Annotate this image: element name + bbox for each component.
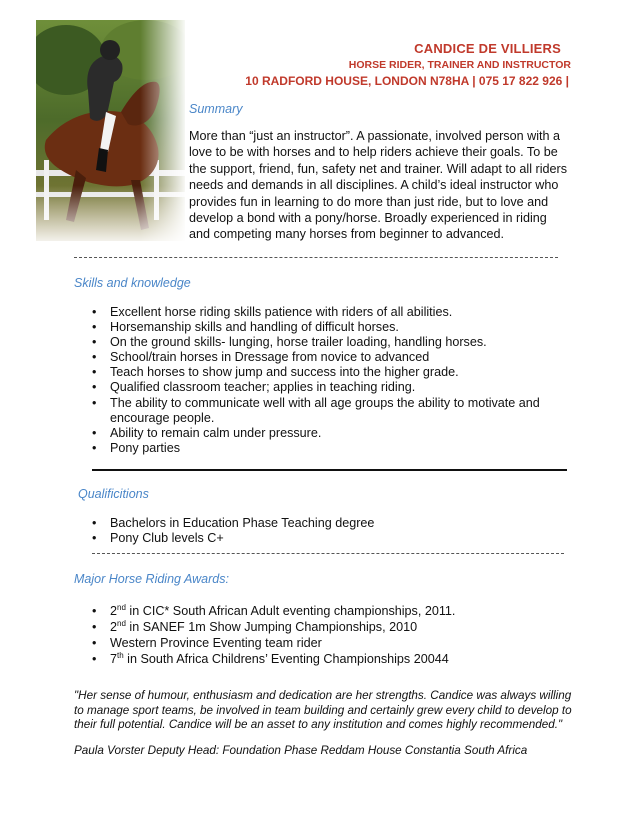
contact-line: 10 RADFORD HOUSE, LONDON N78HA | 075 17 822 926 | (245, 74, 569, 88)
bullet-icon: • (92, 335, 97, 350)
qualification-item (76, 516, 566, 531)
skill-item-text: School/train horses in Dressage from novice to advanced (110, 350, 430, 365)
divider (74, 257, 558, 258)
qualification-item-text: Bachelors in Education Phase Teaching degree (110, 516, 375, 530)
summary-heading: Summary (189, 102, 243, 116)
bullet-icon: • (92, 305, 97, 319)
award-item (76, 603, 566, 619)
awards-heading: Major Horse Riding Awards: (74, 572, 229, 586)
award-text: in CIC* South African Adult eventing championships, 2011. (125, 604, 456, 618)
bullet-icon: • (92, 604, 97, 618)
skill-item (76, 426, 566, 441)
award-rank: 2 (110, 620, 118, 634)
skill-item (76, 396, 566, 426)
bullet-icon: • (92, 440, 97, 455)
bullet-icon: • (92, 652, 97, 666)
award-item (76, 619, 566, 635)
testimonial-quote: "Her sense of humour, enthusiasm and dedication are her strengths. Candice was always willing to manage sport teams, be involved in team building and certainly grew every child to develop to their full potential. Candice will be an asset to any institution and comes highly recommended." (74, 689, 572, 732)
qualification-item-text: Pony Club levels C+ (110, 531, 224, 546)
skill-item (76, 441, 566, 456)
awards-list (76, 603, 566, 667)
award-rank: 2 (110, 604, 118, 618)
bullet-icon: • (92, 516, 97, 530)
skill-item-text: Teach horses to show jump and success into the higher grade. (110, 365, 459, 380)
candidate-role: HORSE RIDER, TRAINER AND INSTRUCTOR (348, 59, 571, 71)
qualifications-list (76, 516, 566, 546)
award-rank: 7 (110, 652, 118, 666)
qualifications-heading: Qualificitions (78, 487, 149, 501)
qualification-item (76, 531, 566, 546)
bullet-icon: • (92, 320, 97, 335)
bullet-icon: • (92, 531, 97, 546)
bullet-icon: • (92, 350, 97, 365)
skills-list (76, 305, 566, 456)
bullet-icon: • (92, 365, 97, 380)
divider (92, 469, 567, 471)
summary-text: More than “just an instructor”. A passionate, involved person with a love to be with horses and to help riders achieve their goals. To be the support, friend, fun, safety net and trainer. Will adapt to all riders needs and demands in all disciplines. A child’s ideal instructor who provides fun in learning to do more than just ride, but to love and develop a bond with a pony/horse. Broadly experienced in riding and competing many horses from beginner to advanced. (189, 129, 568, 242)
horse-rider-photo (36, 20, 185, 241)
skill-item-text: Pony parties (110, 440, 181, 455)
skill-item (76, 365, 566, 380)
award-text: in SANEF 1m Show Jumping Championships, 2010 (125, 620, 418, 634)
candidate-name: CANDICE DE VILLIERS (414, 41, 561, 56)
skill-item (76, 380, 566, 395)
award-rank-suffix: nd (117, 618, 126, 628)
award-text: in South Africa Childrens’ Eventing Championships 20044 (123, 652, 449, 666)
bullet-icon: • (92, 636, 97, 650)
skill-item (76, 305, 566, 320)
bullet-icon: • (92, 395, 97, 410)
bullet-icon: • (92, 425, 97, 440)
skill-item (76, 335, 566, 350)
skill-item-text: Qualified classroom teacher; applies in teaching riding. (110, 380, 416, 395)
skills-heading: Skills and knowledge (74, 276, 191, 290)
award-item (76, 635, 566, 651)
testimonial-signature: Paula Vorster Deputy Head: Foundation Phase Reddam House Constantia South Africa (74, 744, 528, 757)
award-rank-suffix: th (117, 650, 124, 660)
bullet-icon: • (92, 380, 97, 395)
skill-item-text: Excellent horse riding skills patience with riders of all abilities. (110, 305, 453, 319)
award-text: Western Province Eventing team rider (110, 636, 322, 650)
bullet-icon: • (92, 620, 97, 634)
skill-item (76, 320, 566, 335)
skill-item-text: Ability to remain calm under pressure. (110, 425, 322, 440)
skill-item-text: On the ground skills- lunging, horse trailer loading, handling horses. (110, 335, 487, 350)
skill-item-text: The ability to communicate well with all age groups the ability to motivate and encourage people. (110, 395, 540, 425)
skill-item (76, 350, 566, 365)
divider (92, 553, 564, 554)
award-item (76, 651, 566, 667)
skill-item-text: Horsemanship skills and handling of difficult horses. (110, 320, 399, 335)
award-rank-suffix: nd (117, 602, 126, 612)
